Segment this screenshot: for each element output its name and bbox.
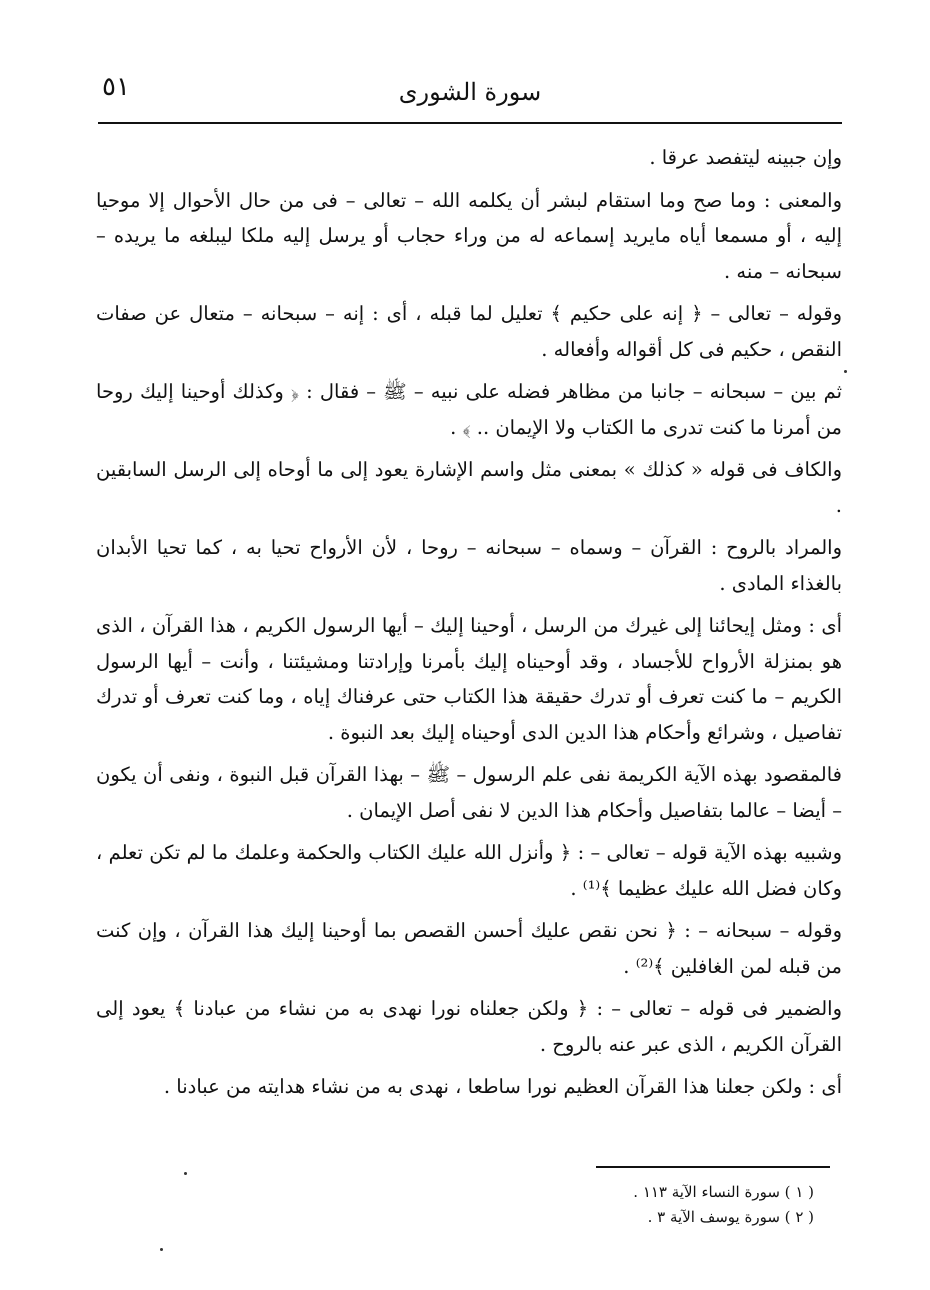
body-text <box>96 140 842 1112</box>
scan-speck <box>844 370 847 373</box>
footnote-divider <box>596 1166 830 1168</box>
paragraph: وقوله – تعالى – ﴿ إنه على حكيم ﴾ تعليل لما قبله ، أى : إنه – سبحانه – متعال عن صفات النقص ، حكيم فى كل أقواله وأفعاله . <box>96 302 842 361</box>
paragraph: فالمقصود بهذه الآية الكريمة نفى علم الرسول – ﷺ – بهذا القرآن قبل النبوة ، ونفى أن يكون – أيضا – عالما بتفاصيل وأحكام هذا الدين لا نفى أصل الإيمان . <box>96 763 842 822</box>
running-header <box>98 66 842 124</box>
scan-speck <box>160 1248 163 1251</box>
paragraph: والمعنى : وما صح وما استقام لبشر أن يكلمه الله – تعالى – فى من حال الأحوال إلا موحيا إليه ، أو مسمعا أياه مايريد إسماعه له من وراء حجاب أو يرسل إليه ملكا ليبلغه ما يريده – سبحانه – منه . <box>96 188 842 283</box>
paragraph: ثم بين – سبحانه – جانبا من مظاهر فضله على نبيه – ﷺ – فقال : ﴿ وكذلك أوحينا إليك روحا من أمرنا ما كنت تدرى ما الكتاب ولا الإيمان .. ﴾ . <box>96 380 842 439</box>
paragraph: والكاف فى قوله « كذلك » بمعنى مثل واسم الإشارة يعود إلى ما أوحاه إلى الرسل السابقين . <box>96 458 842 517</box>
paragraph: أى : ولكن جعلنا هذا القرآن العظيم نورا ساطعا ، نهدى به من نشاء هدايته من عبادنا . <box>163 1075 842 1098</box>
paragraph: أى : ومثل إيحائنا إلى غيرك من الرسل ، أوحينا إليك – أيها الرسول الكريم ، هذا القرآن ، الذى هو بمنزلة الأرواح للأجساد ، وقد أوحيناه إليك بأمرنا وإرادتنا ومشيئتنا ، وأنت – أيها الرسول الكريم – ما كنت تعرف أو تدرك حقيقة هذا الكتاب حتى عرفناك إياه ، وما كنت تعرف أو تدرك تفاصيل ، وشرائع وأحكام هذا الدين الدى أوحيناه إليك بعد النبوة . <box>96 614 842 744</box>
footnote: ( ١ ) سورة النساء الآية ١١٣ . <box>633 1183 814 1201</box>
paragraph: وقوله – سبحانه – : ﴿ نحن نقص عليك أحسن القصص بما أوحينا إليك هذا القرآن ، وإن كنت من قبله لمن الغافلين ﴾⁽²⁾ . <box>96 919 842 978</box>
page-number: ٥١ <box>102 72 130 102</box>
footnote: ( ٢ ) سورة يوسف الآية ٣ . <box>647 1208 814 1226</box>
paragraph: وإن جبينه ليتفصد عرقا . <box>649 146 842 169</box>
paragraph: والمراد بالروح : القرآن – وسماه – سبحانه – روحا ، لأن الأرواح تحيا به ، كما تحيا الأبدان بالغذاء المادى . <box>96 536 842 595</box>
footnotes <box>414 1180 814 1230</box>
paragraph: والضمير فى قوله – تعالى – : ﴿ ولكن جعلناه نورا نهدى به من نشاء من عبادنا ﴾ يعود إلى القرآن الكريم ، الذى عبر عنه بالروح . <box>96 997 842 1056</box>
surah-title: سورة الشورى <box>398 78 542 106</box>
scan-speck <box>184 1172 187 1175</box>
paragraph: وشبيه بهذه الآية قوله – تعالى – : ﴿ وأنزل الله عليك الكتاب والحكمة وعلمك ما لم تكن تعلم ، وكان فضل الله عليك عظيما ﴾⁽¹⁾ . <box>96 841 842 900</box>
